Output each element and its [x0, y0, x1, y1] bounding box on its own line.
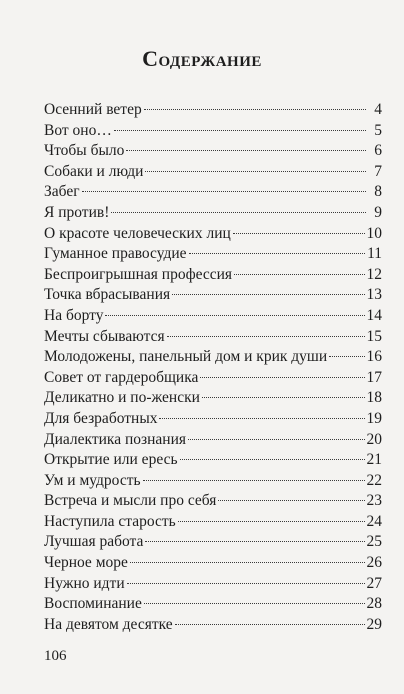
dot-leader: [144, 109, 366, 110]
dot-leader: [114, 130, 366, 131]
toc-entry-page: 23: [366, 492, 382, 510]
toc-entry-title: Осенний ветер: [44, 101, 142, 118]
toc-entry: [44, 141, 382, 162]
toc-entry-page: 25: [366, 533, 382, 551]
toc-entry: [44, 203, 382, 224]
toc-entry-page: 5: [374, 121, 382, 139]
dot-leader: [189, 253, 365, 254]
toc-entry: [44, 162, 382, 183]
toc-entry-page: 20: [366, 430, 382, 448]
toc-entry-page: 12: [366, 265, 382, 283]
dot-leader: [130, 562, 365, 563]
toc-entry-title: Открытие или ересь: [44, 451, 178, 469]
toc-entry-title: Мечты сбываются: [44, 327, 165, 345]
toc-entry: [44, 430, 382, 451]
toc-entry-title: Деликатно и по-женски: [44, 389, 200, 407]
dot-leader: [329, 356, 364, 357]
toc-entry-page: 14: [366, 306, 382, 324]
toc-entry-page: 7: [374, 162, 382, 180]
toc-entry-page: 11: [367, 245, 382, 263]
toc-entry-title: Воспоминание: [44, 595, 142, 613]
dot-leader: [172, 294, 364, 295]
toc-entry-page: 17: [366, 368, 382, 386]
toc-entry-title: Гуманное правосудие: [44, 245, 187, 263]
toc-entry: [44, 121, 382, 142]
toc-entry: [44, 512, 382, 533]
dot-leader: [145, 541, 364, 542]
toc-entry-page: 15: [366, 327, 382, 345]
dot-leader: [180, 459, 365, 460]
dot-leader: [127, 583, 365, 584]
toc-entry-title: Вот оно…: [44, 121, 112, 139]
toc-entry-title: Встреча и мысли про себя: [44, 492, 217, 510]
dot-leader: [159, 418, 364, 419]
toc-entry-title: На борту: [44, 306, 104, 324]
toc-entry-title: Ум и мудрость: [44, 471, 141, 489]
toc-entry-title: Для безработных: [44, 409, 158, 427]
toc-entry: [44, 244, 382, 265]
dot-leader: [233, 233, 365, 234]
dot-leader: [167, 336, 365, 337]
page-title: Содержание: [142, 46, 262, 71]
toc-entry-page: 10: [366, 224, 382, 242]
toc-entry-title: Молодожены, панельный дом и крик души: [44, 348, 328, 366]
toc-entry-title: Черное море: [44, 554, 128, 572]
toc-entry-title: О красоте человеческих лиц: [44, 224, 231, 242]
toc-entry-page: 26: [366, 554, 382, 572]
toc-entry: [44, 182, 382, 203]
toc-entry-title: Я против!: [44, 203, 110, 221]
toc-entry: [44, 409, 382, 430]
toc-entry-title: Забег: [44, 183, 80, 201]
toc-entry-page: 19: [366, 409, 382, 427]
toc-entry: [44, 224, 382, 245]
toc-entry: [44, 594, 382, 615]
toc-entry: [44, 532, 382, 553]
dot-leader: [82, 191, 366, 192]
toc-entry-title: Наступила старость: [44, 512, 176, 530]
toc-entry-title: Лучшая работа: [44, 533, 144, 551]
toc-entry-page: 21: [366, 451, 382, 469]
toc-entry: [44, 265, 382, 286]
toc-entry-title: Беспроигрышная профессия: [44, 265, 233, 283]
toc-entry: [44, 491, 382, 512]
dot-leader: [143, 480, 365, 481]
toc-entry: [44, 553, 382, 574]
dot-leader: [178, 521, 365, 522]
toc-entry-title: Чтобы было: [44, 142, 125, 160]
dot-leader: [175, 624, 365, 625]
toc-entry: [44, 327, 382, 348]
toc-entry-title: Нужно идти: [44, 574, 125, 592]
toc-entry-title: Собаки и люди: [44, 162, 144, 180]
toc-entry-page: 13: [366, 286, 382, 304]
dot-leader: [200, 377, 364, 378]
dot-leader: [126, 150, 366, 151]
toc-entry: [44, 347, 382, 368]
toc-entry-title: Точка вбрасывания: [44, 286, 171, 304]
toc-entry-page: 28: [366, 595, 382, 613]
dot-leader: [188, 439, 364, 440]
toc-entry: [44, 450, 382, 471]
toc-entry: [44, 574, 382, 595]
toc-entry: [44, 615, 382, 636]
page-number: 106: [44, 648, 67, 664]
toc-entry-page: 6: [374, 142, 382, 160]
toc-entry: [44, 471, 382, 492]
dot-leader: [218, 500, 364, 501]
toc-entry-page: 16: [366, 348, 382, 366]
toc-entry: [44, 306, 382, 327]
toc-entry-title: На девятом десятке: [44, 615, 173, 633]
toc-entry-title: Диалектика познания: [44, 430, 187, 448]
toc-entry-page: 27: [366, 574, 382, 592]
toc-entry-page: 4: [374, 101, 382, 118]
toc-entry-page: 22: [366, 471, 382, 489]
dot-leader: [105, 315, 364, 316]
toc-entry-page: 24: [366, 512, 382, 530]
toc-entry: [44, 285, 382, 306]
dot-leader: [111, 212, 366, 213]
toc-entry-title: Совет от гардеробщика: [44, 368, 199, 386]
dot-leader: [234, 274, 364, 275]
toc-entry: [44, 100, 382, 121]
dot-leader: [145, 171, 366, 172]
table-of-contents: [44, 100, 382, 635]
toc-entry-page: 8: [374, 183, 382, 201]
dot-leader: [144, 603, 365, 604]
toc-entry: [44, 368, 382, 389]
toc-entry: [44, 388, 382, 409]
toc-entry-page: 9: [374, 203, 382, 221]
toc-entry-page: 29: [366, 615, 382, 633]
dot-leader: [202, 397, 365, 398]
toc-entry-page: 18: [366, 389, 382, 407]
